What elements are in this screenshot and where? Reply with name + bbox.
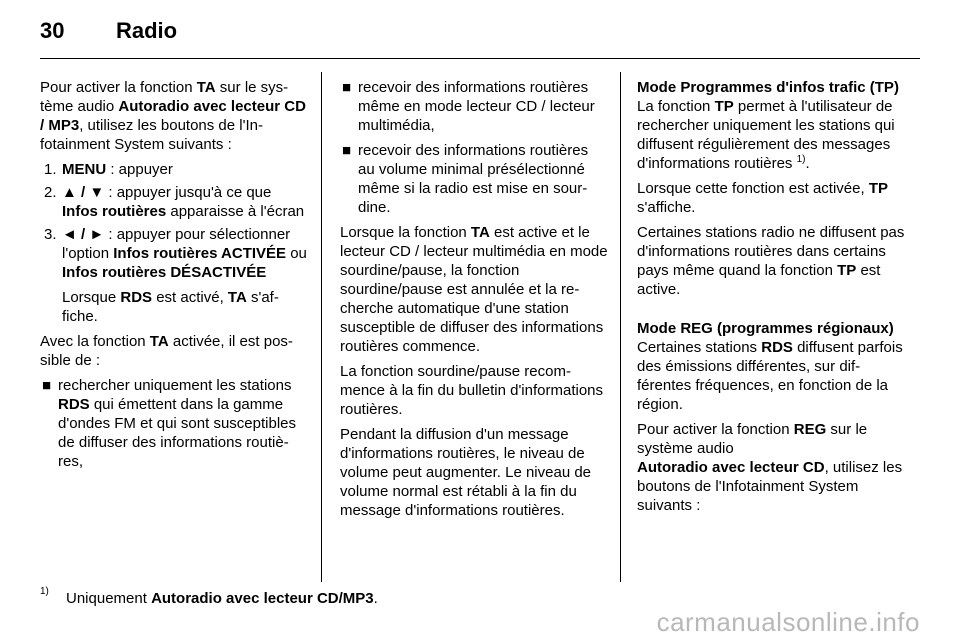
- footnote: 1) Uniquement Autoradio avec lecteur CD/MP3.: [40, 586, 378, 607]
- column-divider-1: [321, 72, 322, 582]
- page-title: Radio: [116, 18, 178, 43]
- page-number: 30: [40, 18, 65, 43]
- step-1: 1. MENU : appuyer: [44, 161, 173, 178]
- footnote-marker: 1): [40, 586, 49, 597]
- paragraph: La fonction sourdine/pause recommence à la fin du bulletin d'informations routières.: [340, 363, 604, 418]
- intro-paragraph: Pour activer la fonction TA sur le système audio Autoradio avec lecteur CD / MP3, utilisez les boutons de l'Infotainment System suivants :: [40, 79, 306, 153]
- section-heading-tp: Mode Programmes d'infos trafic (TP): [637, 79, 899, 96]
- paragraph: Certaines stations RDS diffusent parfois des émissions différentes, sur différentes fréquences, en fonction de la région.: [637, 339, 903, 413]
- steps-list: [40, 160, 308, 282]
- paragraph: Pendant la diffusion d'un message d'informations routières, le niveau de volume peut augmenter. Le niveau de volume normal est rétabli à la fin du message d'informations routières.: [340, 426, 592, 519]
- column-divider-2: [620, 72, 621, 582]
- step-2: 2. ▲ / ▼ : appuyer jusqu'à ce que Infos routières apparaisse à l'écran: [44, 184, 305, 220]
- column-2: [340, 78, 608, 526]
- bullet-item: ■ recevoir des informations routières au volume minimal présélectionné même si la radio est mise en sourdine.: [342, 142, 589, 216]
- step-note: Lorsque RDS est activé, TA s'affiche.: [62, 289, 279, 325]
- paragraph: Lorsque la fonction TA est active et le lecteur CD / lecteur multimédia en mode sourdine/pause, la fonction sourdine/pause est annulée et la recherche automatique d'une station susceptible de diffuser des informations routières commence.: [340, 224, 608, 355]
- footnote-reference: 1): [796, 154, 806, 165]
- paragraph: Certaines stations radio ne diffusent pas d'informations routières dans certains pays même quand la fonction TP est active.: [637, 224, 905, 298]
- page-header: [40, 18, 177, 44]
- step-3: 3. ◄ / ► : appuyer pour sélectionner l'option Infos routières ACTIVÉE ou Infos routières DÉSACTIVÉE: [44, 226, 307, 281]
- bullet-item: ■ rechercher uniquement les stations RDS qui émettent dans la gamme d'ondes FM et qui sont susceptibles de diffuser des informations routières,: [42, 377, 296, 470]
- column-3: [637, 78, 905, 521]
- header-rule: [40, 58, 920, 59]
- bullet-square-icon: ■: [342, 79, 352, 96]
- bullet-square-icon: ■: [342, 142, 352, 159]
- bullet-square-icon: ■: [42, 377, 52, 394]
- paragraph: Pour activer la fonction REG sur le système audio Autoradio avec lecteur CD, utilisez les boutons de l'Infotainment System suivants :: [637, 421, 903, 514]
- paragraph: Lorsque cette fonction est activée, TP s'affiche.: [637, 180, 888, 216]
- ta-paragraph: Avec la fonction TA activée, il est possible de :: [40, 333, 293, 369]
- column-1: [40, 78, 308, 477]
- paragraph: La fonction TP permet à l'utilisateur de rechercher uniquement les stations qui diffusent régulièrement des messages d'informations routières $^{1)}$.: [637, 98, 895, 172]
- watermark: carmanualsonline.info: [656, 607, 920, 637]
- bullet-item: ■ recevoir des informations routières même en mode lecteur CD / lecteur multimédia,: [342, 79, 595, 134]
- section-heading-reg: Mode REG (programmes régionaux): [637, 320, 894, 337]
